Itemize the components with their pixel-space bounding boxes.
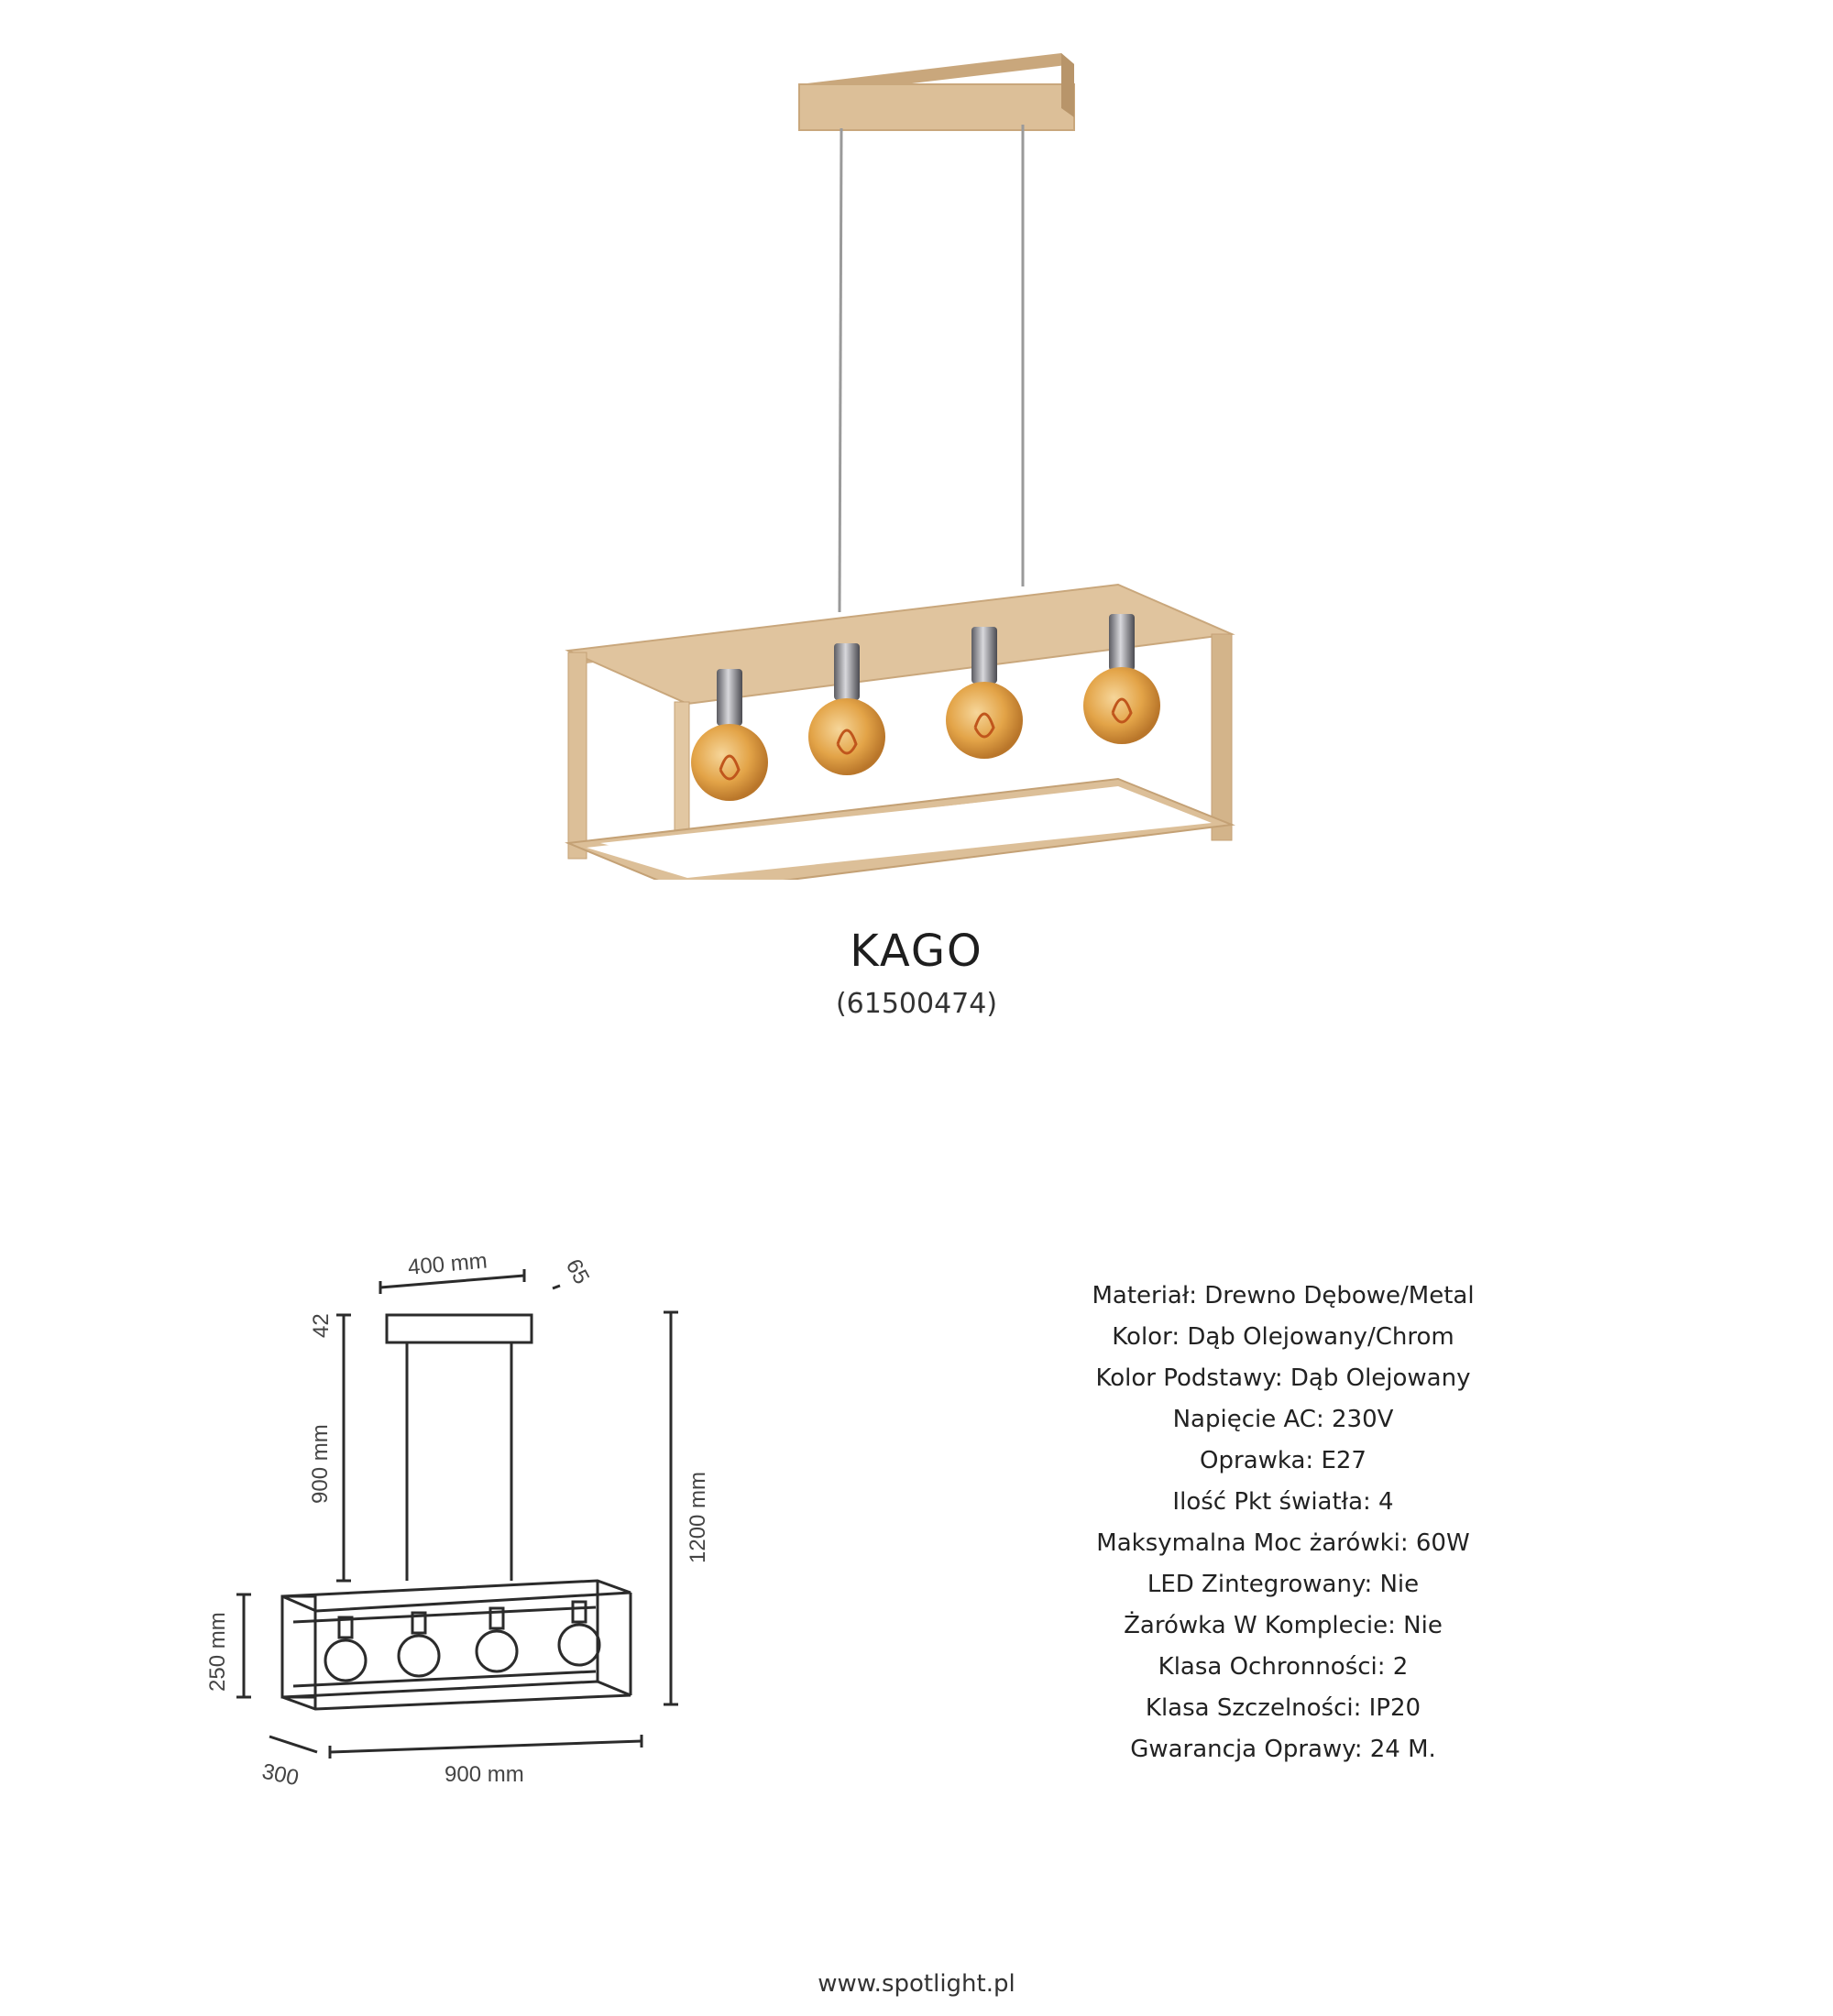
drawing-canopy: [387, 1315, 532, 1342]
dim-canopy-height: 42: [309, 1313, 334, 1338]
product-name: KAGO: [850, 926, 983, 977]
dim-frame-depth: 300: [259, 1759, 302, 1791]
spec-item: Maksymalna Moc żarówki: 60W: [1096, 1529, 1470, 1557]
canopy: [799, 53, 1074, 130]
spec-item: Żarówka W Komplecie: Nie: [1124, 1612, 1443, 1639]
dim-frame-width: 900 mm: [445, 1762, 524, 1787]
dim-line-canopy-width: [380, 1276, 524, 1287]
spec-item: LED Zintegrowany: Nie: [1147, 1571, 1420, 1598]
dim-canopy-width: 400 mm: [406, 1248, 488, 1280]
spec-item: Klasa Ochronności: 2: [1158, 1653, 1409, 1681]
spec-item: Gwarancja Oprawy: 24 M.: [1130, 1736, 1436, 1763]
spec-item: Materiał: Drewno Dębowe/Metal: [1092, 1282, 1475, 1309]
spec-item: Kolor: Dąb Olejowany/Chrom: [1112, 1323, 1454, 1351]
dim-line-canopy-depth: [553, 1286, 560, 1288]
spec-item: Kolor Podstawy: Dąb Olejowany: [1095, 1364, 1471, 1392]
product-photo: [513, 37, 1320, 880]
footer-website-link[interactable]: www.spotlight.pl: [818, 1970, 1015, 1998]
spec-item: Napięcie AC: 230V: [1172, 1406, 1394, 1433]
product-code: (61500474): [835, 988, 998, 1020]
spec-item: Ilość Pkt światła: 4: [1172, 1488, 1394, 1516]
spec-item: Klasa Szczelności: IP20: [1145, 1694, 1421, 1722]
dim-total-height: 1200 mm: [686, 1471, 710, 1563]
dim-line-frame-width: [330, 1741, 642, 1752]
dim-frame-height: 250 mm: [205, 1612, 230, 1692]
dim-cable-length: 900 mm: [308, 1424, 333, 1504]
dim-canopy-depth: 65: [560, 1255, 595, 1288]
dim-line-frame-depth: [269, 1737, 317, 1752]
spec-list: [999, 1276, 1567, 1770]
suspension-cable: [840, 128, 841, 612]
dimension-drawing: [183, 1228, 825, 1796]
spec-item: Oprawka: E27: [1200, 1447, 1367, 1474]
